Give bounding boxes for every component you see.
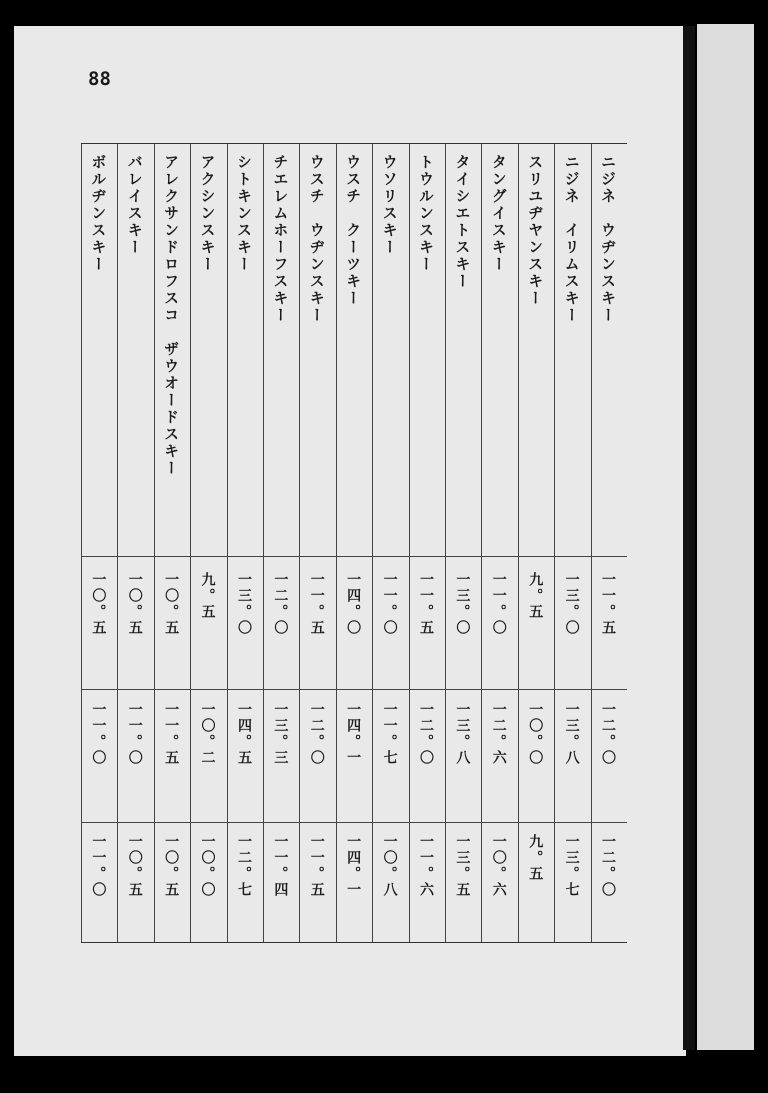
- table-row: [154, 144, 190, 942]
- value-b: 一三。八: [454, 702, 471, 766]
- value-c: 一〇。〇: [199, 834, 216, 898]
- value-c: 一四。一: [345, 834, 362, 898]
- value-b: 一二。〇: [600, 702, 616, 766]
- place-name: スリユヂヤンスキー: [526, 154, 545, 307]
- value-c: 一二。七: [235, 834, 252, 898]
- place-name: ニジネ イリムスキー: [562, 154, 581, 324]
- table-row: [481, 144, 517, 942]
- value-a: 一二。〇: [272, 572, 289, 636]
- value-c: 一一。〇: [90, 834, 107, 898]
- value-b: 一〇。〇: [527, 702, 544, 766]
- place-name: チエレムホーフスキー: [271, 154, 290, 324]
- value-b: 一四。一: [345, 702, 362, 766]
- place-name: トウルンスキー: [416, 154, 435, 273]
- place-name: ウソリスキー: [380, 154, 399, 256]
- table-row: [409, 144, 445, 942]
- place-name: ボルヂンスキー: [89, 154, 108, 273]
- place-name: シトキンスキー: [234, 154, 253, 273]
- value-c: 一一。五: [308, 834, 325, 898]
- value-b: 一二。〇: [417, 702, 434, 766]
- table-row: [372, 144, 408, 942]
- value-a: 一三。〇: [563, 572, 580, 636]
- value-a: 一四。〇: [345, 572, 362, 636]
- table-row: [554, 144, 590, 942]
- value-b: 一三。八: [563, 702, 580, 766]
- value-c: 一〇。五: [163, 834, 180, 898]
- value-c: 九。五: [527, 834, 544, 882]
- place-name: ウスチ クーツキー: [344, 154, 363, 307]
- place-name: バレイスキー: [125, 154, 144, 256]
- value-a: 一〇。五: [126, 572, 143, 636]
- value-c: 一〇。六: [490, 834, 507, 898]
- value-a: 一一。〇: [381, 572, 398, 636]
- value-c: 一三。五: [454, 834, 471, 898]
- value-a: 一三。〇: [454, 572, 471, 636]
- value-b: 一一。〇: [126, 702, 143, 766]
- value-a: 一一。五: [308, 572, 325, 636]
- value-c: 一〇。五: [126, 834, 143, 898]
- table-row: [299, 144, 335, 942]
- value-b: 一二。六: [490, 702, 507, 766]
- place-name: ウスチ ウヂンスキー: [307, 154, 326, 324]
- book-gutter: [683, 26, 695, 1050]
- table-row: [263, 144, 299, 942]
- value-c: 一一。四: [272, 834, 289, 898]
- table-row: [518, 144, 554, 942]
- table-row: [81, 144, 117, 942]
- data-table: [81, 143, 627, 943]
- value-b: 一四。五: [235, 702, 252, 766]
- place-name: タングイスキー: [489, 154, 508, 273]
- value-c: 一一。六: [417, 834, 434, 898]
- value-c: 一二。〇: [600, 834, 616, 898]
- page-number: 88: [88, 68, 111, 90]
- value-c: 一三。七: [563, 834, 580, 898]
- value-a: 一〇。五: [90, 572, 107, 636]
- table-row: [591, 144, 627, 942]
- place-name: アレクサンドロフスコ ザウオードスキー: [162, 154, 181, 477]
- table-row: [190, 144, 226, 942]
- table-row: [117, 144, 153, 942]
- value-b: 一〇。二: [199, 702, 216, 766]
- place-name: ニジネ ウヂンスキー: [599, 154, 617, 324]
- value-a: 一一。五: [417, 572, 434, 636]
- value-a: 一三。〇: [235, 572, 252, 636]
- table-row: [227, 144, 263, 942]
- value-a: 一一。五: [600, 572, 616, 636]
- value-a: 九。五: [199, 572, 216, 620]
- value-b: 一一。〇: [90, 702, 107, 766]
- place-name: タイシエトスキー: [453, 154, 472, 290]
- value-c: 一〇。八: [381, 834, 398, 898]
- value-b: 一二。〇: [308, 702, 325, 766]
- table-row: [336, 144, 372, 942]
- value-a: 一一。〇: [490, 572, 507, 636]
- place-name: アクシンスキー: [198, 154, 217, 273]
- facing-page-edge: [697, 24, 754, 1050]
- value-b: 一一。五: [163, 702, 180, 766]
- table-row: [445, 144, 481, 942]
- value-b: 一三。三: [272, 702, 289, 766]
- value-b: 一一。七: [381, 702, 398, 766]
- value-a: 一〇。五: [163, 572, 180, 636]
- value-a: 九。五: [527, 572, 544, 620]
